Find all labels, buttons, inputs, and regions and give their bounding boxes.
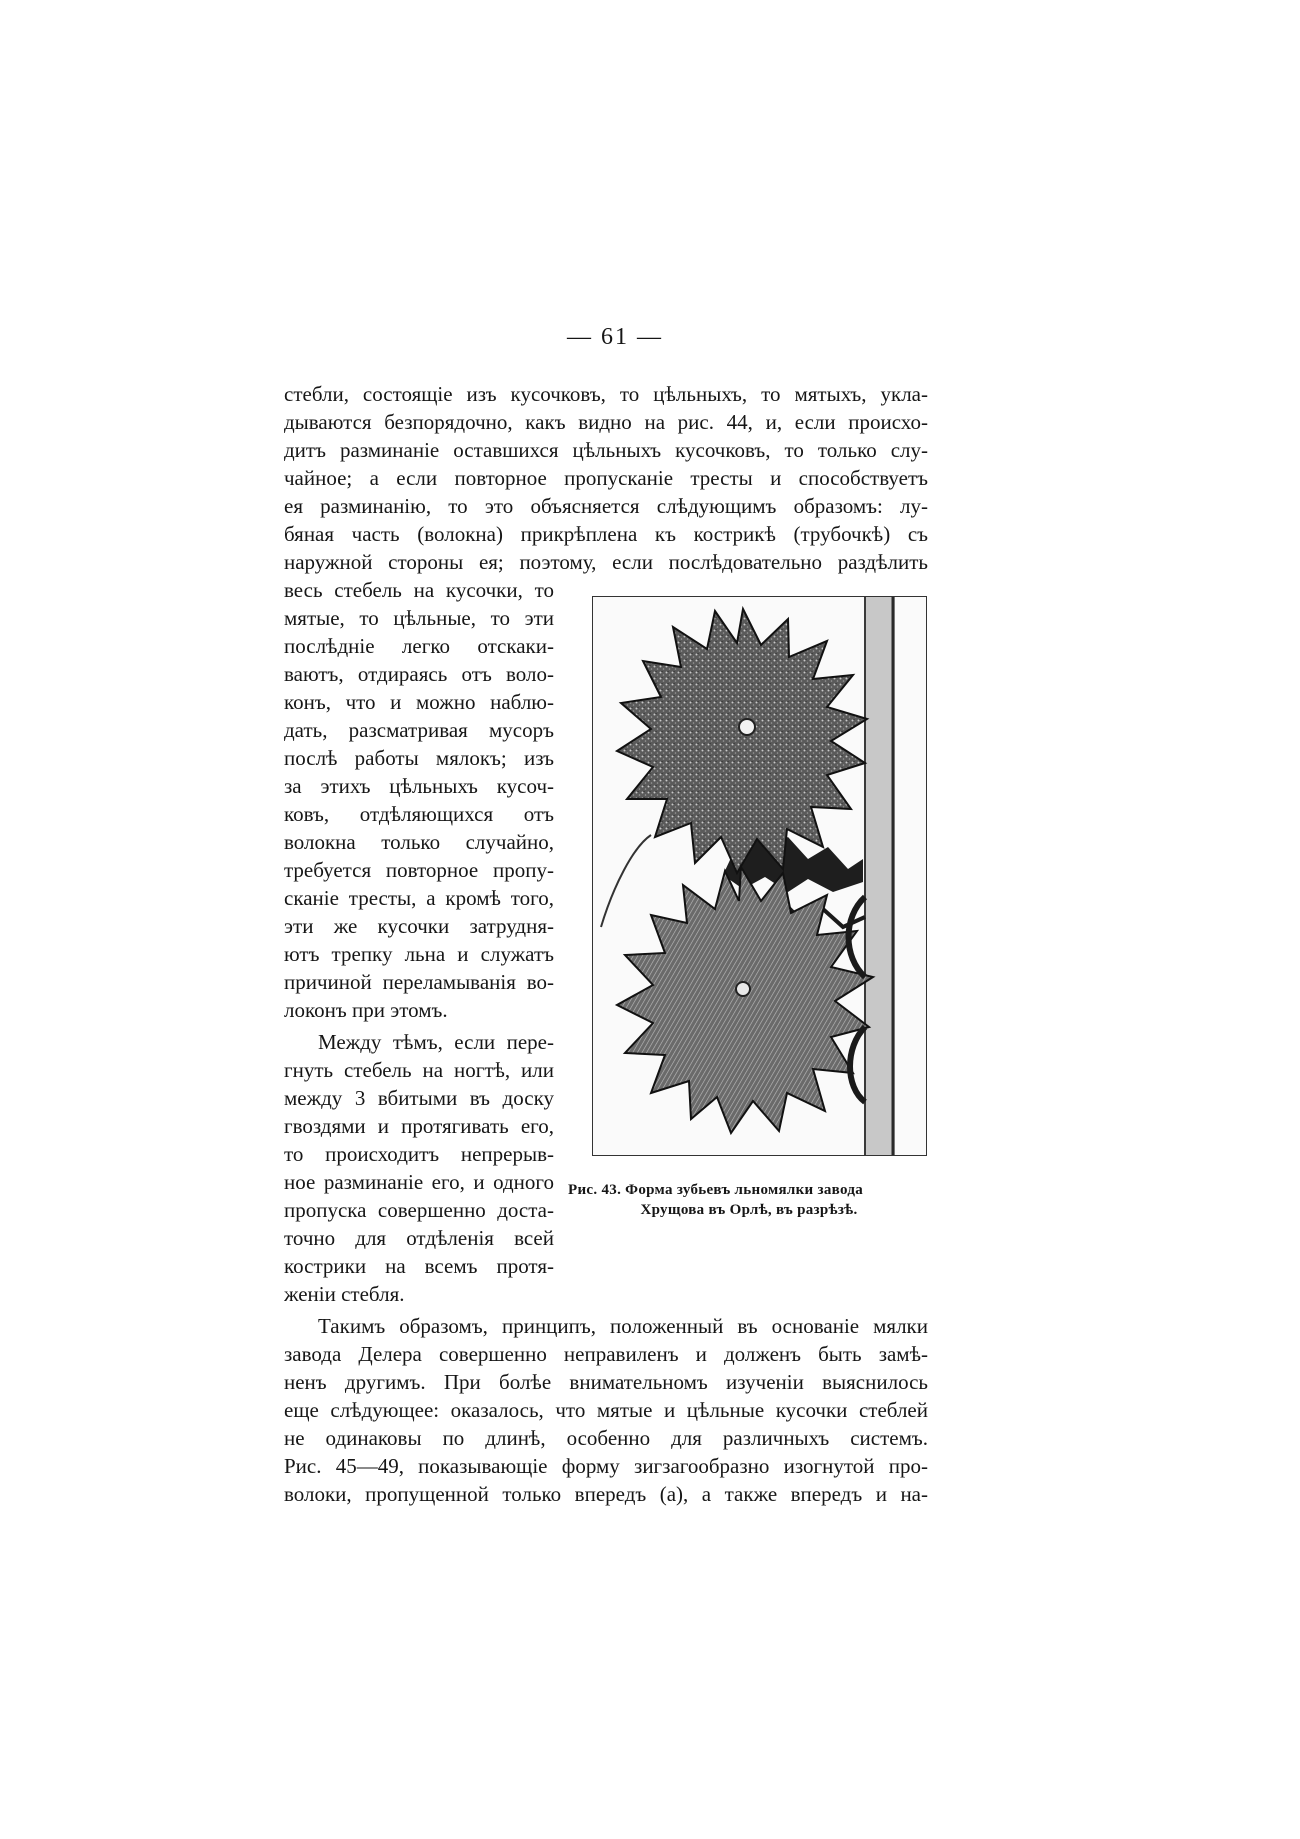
gear-hub	[739, 719, 755, 735]
text-line: волокна только случайно,	[284, 830, 554, 854]
text-line: Такимъ образомъ, принципъ, положенный въ основаніе мялки	[318, 1314, 928, 1338]
text-line: кострики на всемъ протя-	[284, 1254, 554, 1278]
text-line: дитъ разминаніе оставшихся цѣльныхъ кусочковъ, то только слу-	[284, 438, 928, 462]
text-line: ное разминаніе его, и одного	[284, 1170, 554, 1194]
text-line: причиной переламыванія во-	[284, 970, 554, 994]
text-line: за этихъ цѣльныхъ кусоч-	[284, 774, 554, 798]
text-line: послѣ работы мялокъ; изъ	[284, 746, 554, 770]
text-line: локонъ при этомъ.	[284, 998, 448, 1022]
gear-drawing	[593, 597, 927, 1156]
text-line: не одинаковы по длинѣ, особенно для различныхъ системъ.	[284, 1426, 928, 1450]
text-line: ютъ трепку льна и служатъ	[284, 942, 554, 966]
text-line: волоки, пропущенной только впередъ (а), а также впередъ и на-	[284, 1482, 928, 1506]
text-line: Рис. 45—49, показывающіе форму зигзагообразно изогнутой про-	[284, 1454, 928, 1478]
text-line: пропуска совершенно доста-	[284, 1198, 554, 1222]
text-line: дать, разсматривая мусоръ	[284, 718, 554, 742]
arc-piece	[850, 1027, 865, 1102]
text-line: бяная часть (волокна) прикрѣплена къ кострикѣ (трубочкѣ) съ	[284, 522, 928, 546]
text-line: наружной стороны ея; поэтому, если послѣдовательно раздѣлить	[284, 550, 928, 574]
text-line: завода Делера совершенно неправиленъ и долженъ быть замѣ-	[284, 1342, 928, 1366]
text-line: гвоздями и протягивать его,	[284, 1114, 554, 1138]
text-line: послѣдніе легко отскаки-	[284, 634, 554, 658]
text-line: женіи стебля.	[284, 1282, 405, 1306]
text-line: ковъ, отдѣляющихся отъ	[284, 802, 554, 826]
lower-gear	[617, 867, 873, 1133]
text-line: требуется повторное пропу-	[284, 858, 554, 882]
text-line: еще слѣдующее: оказалось, что мятые и цѣльные кусочки стеблей	[284, 1398, 928, 1422]
text-line: мятые, то цѣльные, то эти	[284, 606, 554, 630]
upper-gear	[617, 609, 867, 873]
figure-caption-line: Рис. 43. Форма зубьевъ льномялки завода	[568, 1182, 864, 1198]
text-line: ваютъ, отдираясь отъ воло-	[284, 662, 554, 686]
text-line: между 3 вбитыми въ доску	[284, 1086, 554, 1110]
text-line: конъ, что и можно наблю-	[284, 690, 554, 714]
gear-hub	[736, 982, 750, 996]
rail-band	[865, 597, 895, 1156]
wire-curve	[601, 835, 651, 927]
text-line: точно для отдѣленія всей	[284, 1226, 554, 1250]
figure-caption-line: Хрущова въ Орлѣ, въ разрѣзѣ.	[640, 1202, 858, 1218]
text-line: эти же кусочки затрудня-	[284, 914, 554, 938]
text-line: стебли, состоящіе изъ кусочковъ, то цѣльныхъ, то мятыхъ, укла-	[284, 382, 928, 406]
text-line: Между тѣмъ, если пере-	[318, 1030, 554, 1054]
text-line: дываются безпорядочно, какъ видно на рис. 44, и, если происхо-	[284, 410, 928, 434]
text-line: гнуть стебель на ногтѣ, или	[284, 1058, 554, 1082]
text-line: сканіе тресты, а кромѣ того,	[284, 886, 554, 910]
page-number: — 61 —	[567, 324, 663, 350]
figure-gear-illustration	[592, 596, 927, 1156]
text-line: чайное; а если повторное пропусканіе тресты и способствуетъ	[284, 466, 928, 490]
text-line: ея разминанію, то это объясняется слѣдующимъ образомъ: лу-	[284, 494, 928, 518]
text-line: ненъ другимъ. При болѣе внимательномъ изученіи выяснилось	[284, 1370, 928, 1394]
text-line: то происходитъ непрерыв-	[284, 1142, 554, 1166]
arc-piece	[849, 897, 866, 977]
text-line: весь стебель на кусочки, то	[284, 578, 554, 602]
